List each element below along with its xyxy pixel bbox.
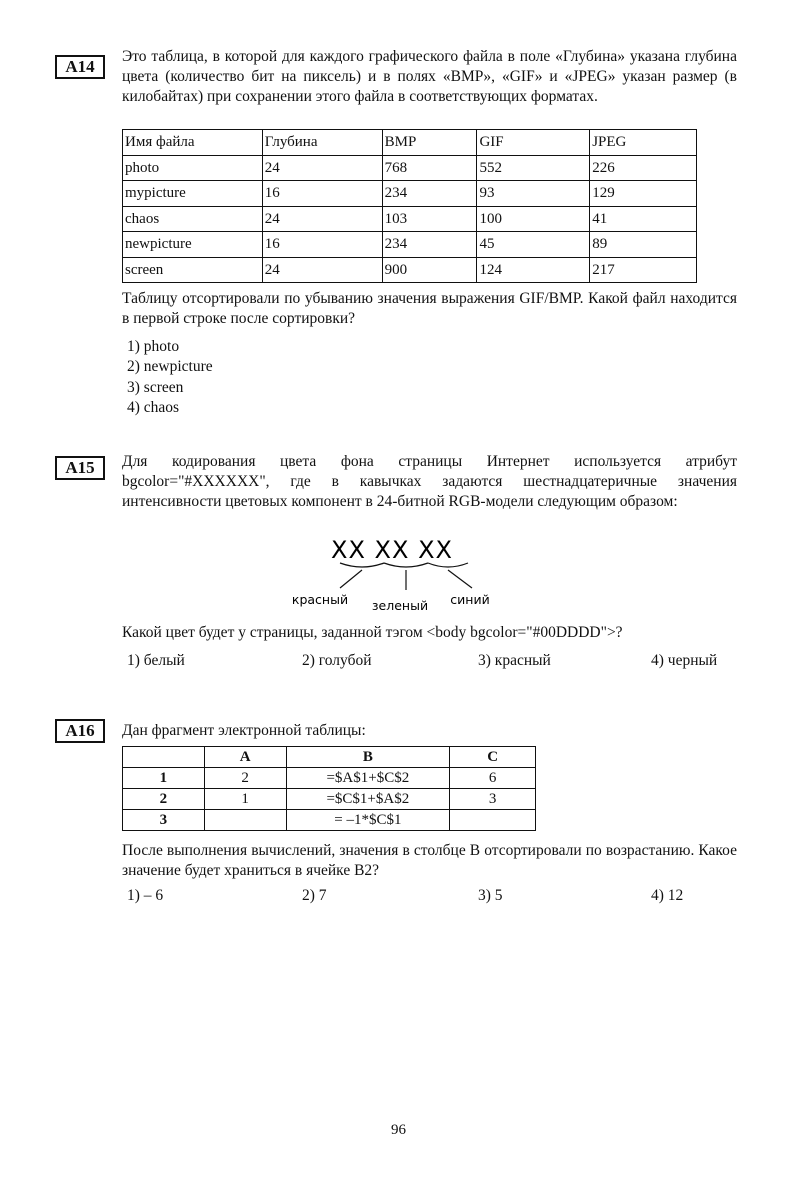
a15-question-text: Какой цвет будет у страницы, заданной тэгом <body bgcolor="#00DDDD">? [122, 624, 623, 641]
a14-intro-text: Это таблица, в которой для каждого графического файла в поле «Глубина» указана глубина цвета (количество бит на пиксель) и в полях «BMP», «GIF» и «JPEG» указан размер (в килобайтах) при сохранении этого файла в соответствующих форматах. [122, 48, 737, 105]
table-cell: 1 [204, 789, 286, 810]
table-cell: newpicture [123, 232, 263, 258]
table-cell: 24 [262, 257, 382, 283]
label-blue: синий [450, 592, 490, 607]
label-red: красный [291, 592, 349, 607]
answer-option: 2) 7 [302, 887, 327, 904]
table-header-row [123, 130, 697, 156]
answer-option: 4) черный [651, 652, 718, 669]
answer-option: 1) photo [127, 338, 180, 355]
task-label-a14: A14 [55, 55, 105, 79]
answer-option: 3) 5 [478, 887, 503, 904]
column-header: C [450, 747, 536, 768]
table-cell: 16 [262, 181, 382, 207]
table-cell: 2 [204, 768, 286, 789]
table-cell: 552 [477, 155, 590, 181]
a16-intro-text: Дан фрагмент электронной таблицы: [122, 722, 366, 739]
task-label-a16: A16 [55, 719, 105, 743]
table-cell: chaos [123, 206, 263, 232]
table-cell: 45 [477, 232, 590, 258]
column-header: BMP [382, 130, 477, 156]
table-row [123, 232, 697, 258]
row-header: 2 [123, 789, 205, 810]
table-cell: =$C$1+$A$2 [286, 789, 450, 810]
hex-pattern: XX XX XX [331, 536, 453, 564]
table-cell: 100 [477, 206, 590, 232]
column-header: GIF [477, 130, 590, 156]
column-header: B [286, 747, 450, 768]
answer-option: 2) голубой [302, 652, 372, 669]
table-cell: 226 [590, 155, 697, 181]
table-cell: 217 [590, 257, 697, 283]
table-cell: 16 [262, 232, 382, 258]
column-header: Имя файла [123, 130, 263, 156]
table-row [123, 810, 536, 831]
table-cell: mypicture [123, 181, 263, 207]
table-row [123, 155, 697, 181]
table-cell [204, 810, 286, 831]
column-header [123, 747, 205, 768]
table-row [123, 768, 536, 789]
table-cell: 124 [477, 257, 590, 283]
answer-option: 1) белый [127, 652, 185, 669]
answer-option: 4) chaos [127, 398, 180, 416]
table-cell: 24 [262, 155, 382, 181]
column-header: A [204, 747, 286, 768]
table-cell: 41 [590, 206, 697, 232]
table-cell: 3 [450, 789, 536, 810]
table-cell: 129 [590, 181, 697, 207]
table-cell: 103 [382, 206, 477, 232]
answer-option: 3) screen [127, 378, 184, 396]
table-cell: 24 [262, 206, 382, 232]
table-header-row [123, 747, 536, 768]
table-cell: 234 [382, 232, 477, 258]
column-header: Глубина [262, 130, 382, 156]
a16-spreadsheet-table [122, 746, 536, 831]
table-cell: 93 [477, 181, 590, 207]
answer-option: 3) красный [478, 652, 551, 669]
arrow-red [340, 570, 362, 588]
a14-options [127, 337, 213, 418]
table-cell: 900 [382, 257, 477, 283]
table-row [123, 789, 536, 810]
table-cell: photo [123, 155, 263, 181]
label-green: зеленый [371, 598, 429, 613]
table-row [123, 181, 697, 207]
row-header: 1 [123, 768, 205, 789]
table-cell: = –1*$C$1 [286, 810, 450, 831]
table-cell: screen [123, 257, 263, 283]
a16-question-text: После выполнения вычислений, значения в столбце В отсортировали по возрастанию. Какое значение будет храниться в ячейке B2? [122, 842, 737, 879]
column-header: JPEG [590, 130, 697, 156]
table-row [123, 257, 697, 283]
a14-file-table [122, 129, 697, 283]
table-cell: =$A$1+$C$2 [286, 768, 450, 789]
table-cell: 89 [590, 232, 697, 258]
row-header: 3 [123, 810, 205, 831]
table-cell: 768 [382, 155, 477, 181]
table-cell: 6 [450, 768, 536, 789]
task-label-a15: A15 [55, 456, 105, 480]
arrow-blue [448, 570, 472, 588]
table-cell [450, 810, 536, 831]
table-cell: 234 [382, 181, 477, 207]
a15-intro-text: Для кодирования цвета фона страницы Интернет используется атрибут bgcolor="#XXXXXX", где в кавычках задаются шестнадцатеричные значения интенсивности цветовых компонент в 24-битной RGB-модели следующим образом: [122, 453, 737, 510]
rgb-format-diagram [280, 530, 510, 620]
answer-option: 2) newpicture [127, 358, 213, 376]
answer-option: 1) – 6 [127, 887, 164, 904]
a14-question-text: Таблицу отсортировали по убыванию значения выражения GIF/BMP. Какой файл находится в первой строке после сортировки? [122, 290, 737, 327]
answer-option: 4) 12 [651, 887, 684, 904]
table-row [123, 206, 697, 232]
page-number: 96 [391, 1122, 406, 1138]
